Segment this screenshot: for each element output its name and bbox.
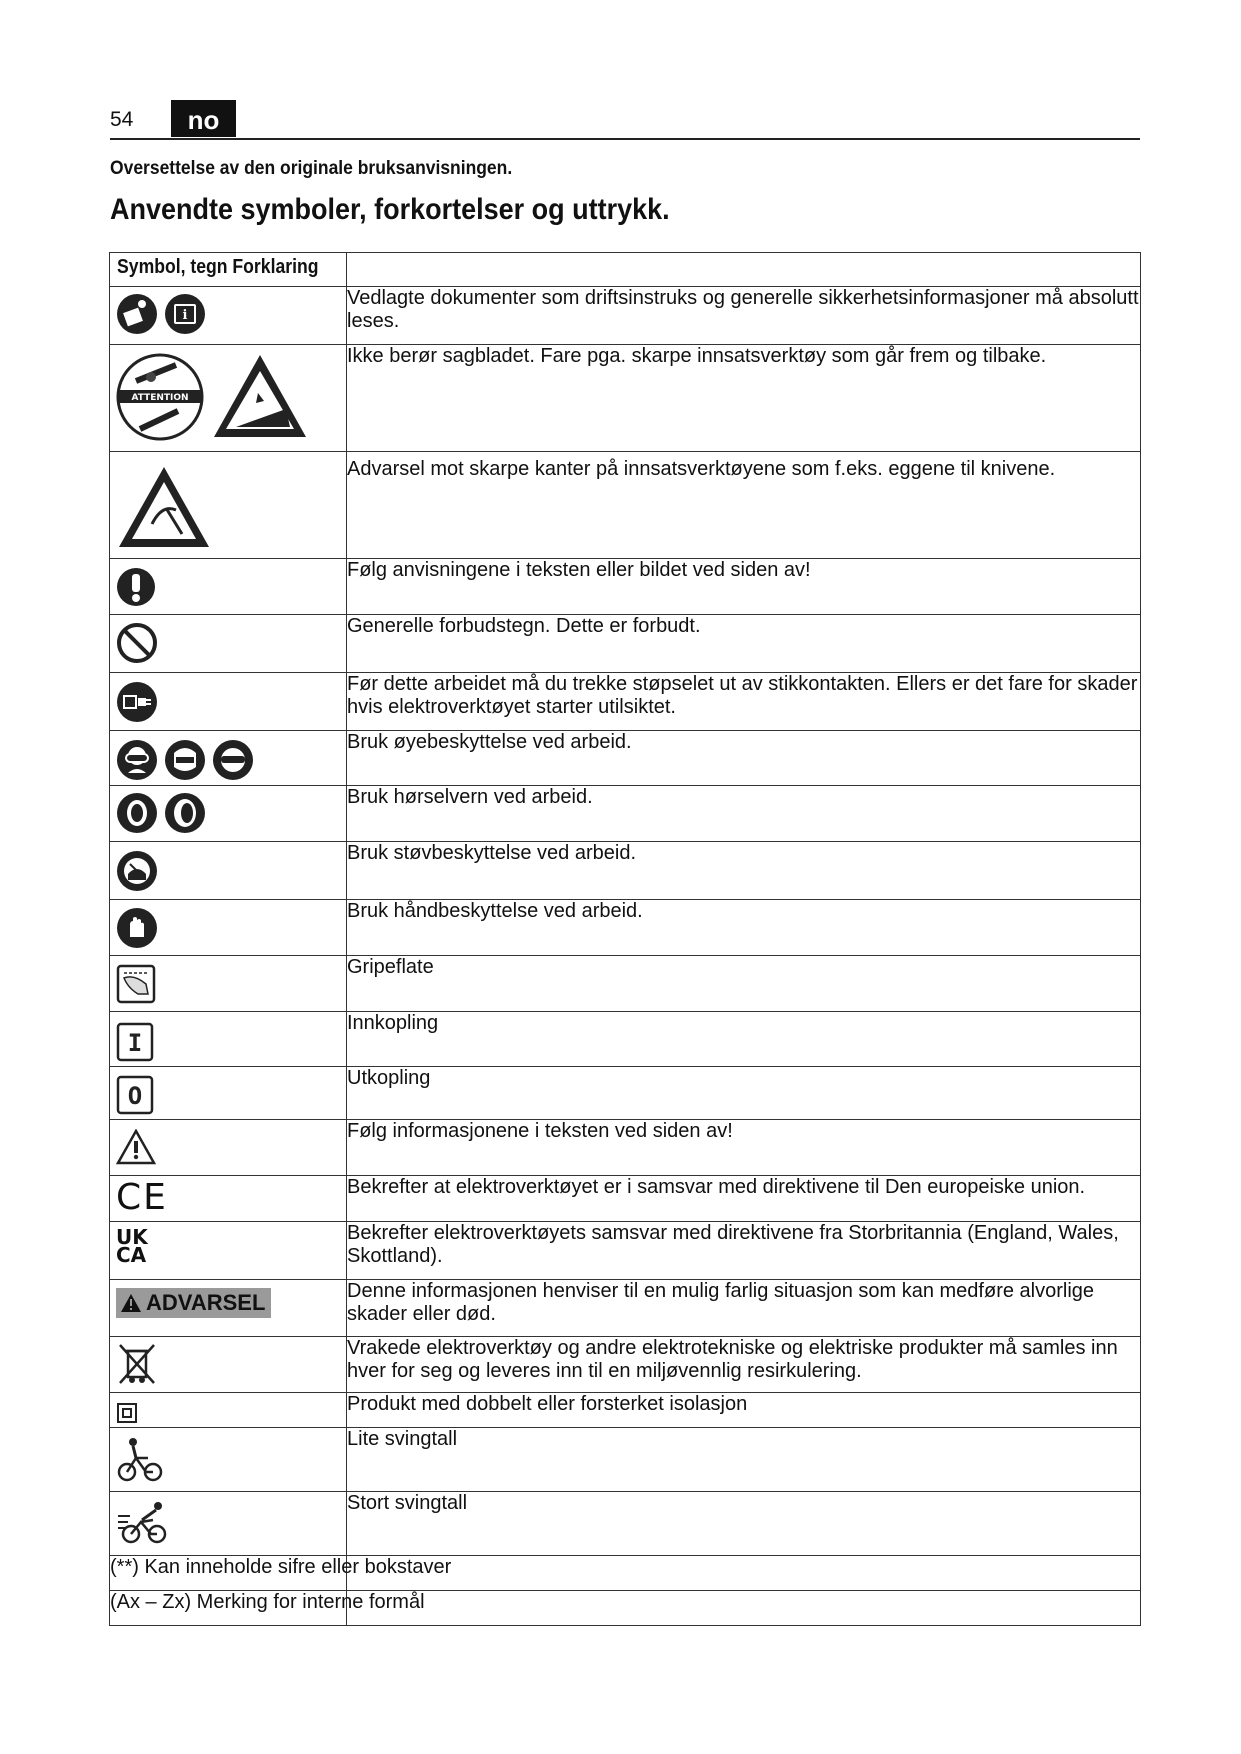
ce-mark-icon: CE	[116, 1177, 168, 1218]
warning-small-icon	[120, 1293, 142, 1313]
table-row	[110, 956, 1141, 1012]
grip-surface-icon	[116, 964, 156, 1004]
high-speed-bicycle-icon	[116, 1500, 172, 1546]
row-description: Stort svingtall	[347, 1492, 1141, 1556]
dust-mask-icon	[116, 850, 158, 892]
sharp-edges-warning-icon	[116, 464, 212, 550]
attention-badge-text: ATTENTION	[131, 393, 189, 403]
row-description: Følg informasjonene i teksten ved siden av!	[347, 1120, 1141, 1176]
row-description: Bruk hørselvern ved arbeid.	[347, 786, 1141, 842]
double-insulation-icon	[116, 1402, 138, 1424]
table-row	[110, 842, 1141, 900]
row-description: Bekrefter at elektroverktøyet er i samsvar med direktivene til Den europeiske union.	[347, 1176, 1141, 1222]
prohibition-icon	[116, 622, 158, 664]
table-row	[110, 559, 1141, 615]
table-row	[110, 1280, 1141, 1337]
table-row	[110, 615, 1141, 673]
manual-book-icon	[164, 293, 206, 335]
danger-triangle-icon	[210, 351, 310, 441]
footnote-row	[110, 1591, 1141, 1626]
ukca-bottom: CA	[116, 1243, 147, 1267]
row-description: Utkopling	[347, 1067, 1141, 1120]
table-row	[110, 345, 1141, 452]
table-row	[110, 673, 1141, 731]
footnote-row	[110, 1556, 1141, 1591]
translation-note: Oversettelse av den originale bruksanvisningen.	[110, 158, 513, 179]
read-manual-icon	[116, 293, 158, 335]
row-description: Før dette arbeidet må du trekke støpselet ut av stikkontakten. Ellers er det fare for skader hvis elektroverktøyet starter utilsiktet.	[347, 673, 1141, 731]
safety-goggles-icon	[116, 739, 158, 781]
table-row	[110, 900, 1141, 956]
face-shield-icon	[164, 739, 206, 781]
table-row	[110, 1012, 1141, 1067]
row-description: Advarsel mot skarpe kanter på innsatsverktøyene som f.eks. eggene til knivene.	[347, 452, 1141, 559]
switch-off-icon	[116, 1075, 154, 1115]
row-description: Ikke berør sagbladet. Fare pga. skarpe innsatsverktøy som går frem og tilbake.	[347, 345, 1141, 452]
row-description: Lite svingtall	[347, 1428, 1141, 1492]
row-description: Følg anvisningene i teksten eller bildet ved siden av!	[347, 559, 1141, 615]
unplug-icon	[116, 681, 158, 723]
switch-on-glyph: I	[127, 1029, 143, 1057]
table-row	[110, 786, 1141, 842]
weee-bin-icon	[116, 1341, 158, 1387]
attention-saw-blade-icon	[116, 351, 204, 443]
exclamation-icon	[116, 567, 156, 607]
row-description: Innkopling	[347, 1012, 1141, 1067]
table-row	[110, 1393, 1141, 1428]
table-row	[110, 1428, 1141, 1492]
row-description: Vedlagte dokumenter som driftsinstruks og generelle sikkerhetsinformasjoner må absolutt leses.	[347, 287, 1141, 345]
ukca-mark-icon	[116, 1225, 148, 1267]
footnote-text: (**) Kan inneholde sifre eller bokstaver	[110, 1556, 452, 1578]
warning-triangle-icon	[116, 1129, 156, 1165]
page-number: 54	[110, 108, 134, 131]
advarsel-label-text: ADVARSEL	[146, 1290, 266, 1315]
table-row	[110, 731, 1141, 786]
row-description: Denne informasjonen henviser til en mulig farlig situasjon som kan medføre alvorlige skader eller død.	[347, 1280, 1141, 1337]
table-row	[110, 1120, 1141, 1176]
row-description: Generelle forbudstegn. Dette er forbudt.	[347, 615, 1141, 673]
symbols-table	[109, 252, 1141, 1626]
row-description: Produkt med dobbelt eller forsterket isolasjon	[347, 1393, 1141, 1428]
ear-plugs-icon	[164, 792, 206, 834]
table-row	[110, 287, 1141, 345]
ear-muffs-icon	[116, 792, 158, 834]
safety-glasses-icon	[212, 739, 254, 781]
advarsel-label-icon	[116, 1288, 271, 1318]
page-title: Anvendte symboler, forkortelser og uttrykk.	[110, 193, 670, 226]
gloves-icon	[116, 907, 158, 949]
row-description: Gripeflate	[347, 956, 1141, 1012]
header-symbol: Symbol, tegn Forklaring	[117, 256, 319, 278]
table-row	[110, 1222, 1141, 1280]
table-row	[110, 1176, 1141, 1222]
switch-off-glyph: O	[127, 1082, 143, 1110]
row-description: Bekrefter elektroverktøyets samsvar med direktivene fra Storbritannia (England, Wales, Skottland).	[347, 1222, 1141, 1280]
table-header-row	[110, 253, 1141, 287]
row-description: Vrakede elektroverktøy og andre elektrotekniske og elektriske produkter må samles inn hver for seg og leveres inn til en miljøvennlig resirkulering.	[347, 1337, 1141, 1393]
footnote-text: (Ax – Zx) Merking for interne formål	[110, 1591, 425, 1613]
table-row	[110, 1337, 1141, 1393]
table-row	[110, 452, 1141, 559]
table-row	[110, 1492, 1141, 1556]
svg-text:i: i	[182, 308, 188, 323]
page-header	[110, 100, 1140, 140]
row-description: Bruk støvbeskyttelse ved arbeid.	[347, 842, 1141, 900]
language-tab: no	[171, 100, 236, 137]
row-description: Bruk øyebeskyttelse ved arbeid.	[347, 731, 1141, 786]
low-speed-bicycle-icon	[116, 1436, 164, 1482]
ukca-top: UK	[116, 1225, 148, 1249]
row-description: Bruk håndbeskyttelse ved arbeid.	[347, 900, 1141, 956]
switch-on-icon	[116, 1022, 154, 1062]
table-row	[110, 1067, 1141, 1120]
